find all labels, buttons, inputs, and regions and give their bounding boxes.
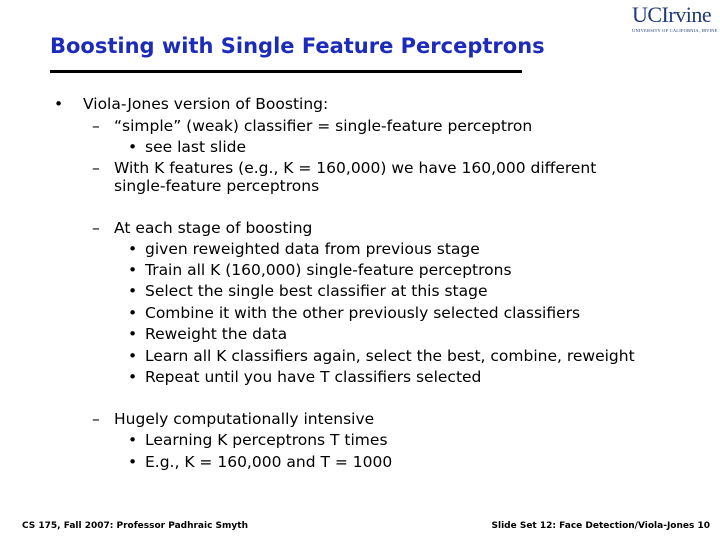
bullet-marker: • <box>128 282 138 300</box>
bullet-l1: Viola-Jones version of Boosting: <box>83 95 329 113</box>
sub-bullet-2a: With K features (e.g., K = 160,000) we have 160,000 different <box>114 159 597 177</box>
logo-wordmark: UCIrvine <box>632 2 712 27</box>
sub-bullet-4: Hugely computationally intensive <box>114 410 375 428</box>
bullet-marker: • <box>128 138 138 156</box>
title-underline <box>50 70 522 73</box>
sub-sub-bullet: see last slide <box>145 138 247 156</box>
bullet-marker: • <box>54 95 64 113</box>
dash-marker: – <box>92 117 100 135</box>
list-item: Repeat until you have T classifiers selected <box>145 368 482 386</box>
sub-bullet-2b: single-feature perceptrons <box>114 177 320 195</box>
bullet-marker: • <box>128 261 138 279</box>
footer-right: Slide Set 12: Face Detection/Viola-Jones 10 <box>491 521 710 531</box>
bullet-marker: • <box>128 368 138 386</box>
dash-marker: – <box>92 219 100 237</box>
list-item: Learning K perceptrons T times <box>145 431 388 449</box>
list-item: Combine it with the other previously selected classifiers <box>145 304 581 322</box>
bullet-marker: • <box>128 325 138 343</box>
list-item: given reweighted data from previous stage <box>145 240 480 258</box>
bullet-marker: • <box>128 347 138 365</box>
list-item: Train all K (160,000) single-feature perceptrons <box>145 261 512 279</box>
bullet-marker: • <box>128 240 138 258</box>
list-item: Learn all K classifiers again, select the best, combine, reweight <box>145 347 635 365</box>
sub-bullet-3: At each stage of boosting <box>114 219 313 237</box>
list-item: Reweight the data <box>145 325 288 343</box>
bullet-marker: • <box>128 304 138 322</box>
list-item: Select the single best classifier at this stage <box>145 282 488 300</box>
bullet-marker: • <box>128 431 138 449</box>
list-item: E.g., K = 160,000 and T = 1000 <box>145 453 393 471</box>
dash-marker: – <box>92 410 100 428</box>
footer-left: CS 175, Fall 2007: Professor Padhraic Smyth <box>22 521 248 531</box>
sub-bullet-1: “simple” (weak) classifier = single-feature perceptron <box>114 117 533 135</box>
slide-title: Boosting with Single Feature Perceptrons <box>50 34 545 58</box>
logo-subtext: UNIVERSITY OF CALIFORNIA, IRVINE <box>632 28 718 33</box>
dash-marker: – <box>92 159 100 177</box>
bullet-marker: • <box>128 453 138 471</box>
uci-logo <box>632 2 718 38</box>
